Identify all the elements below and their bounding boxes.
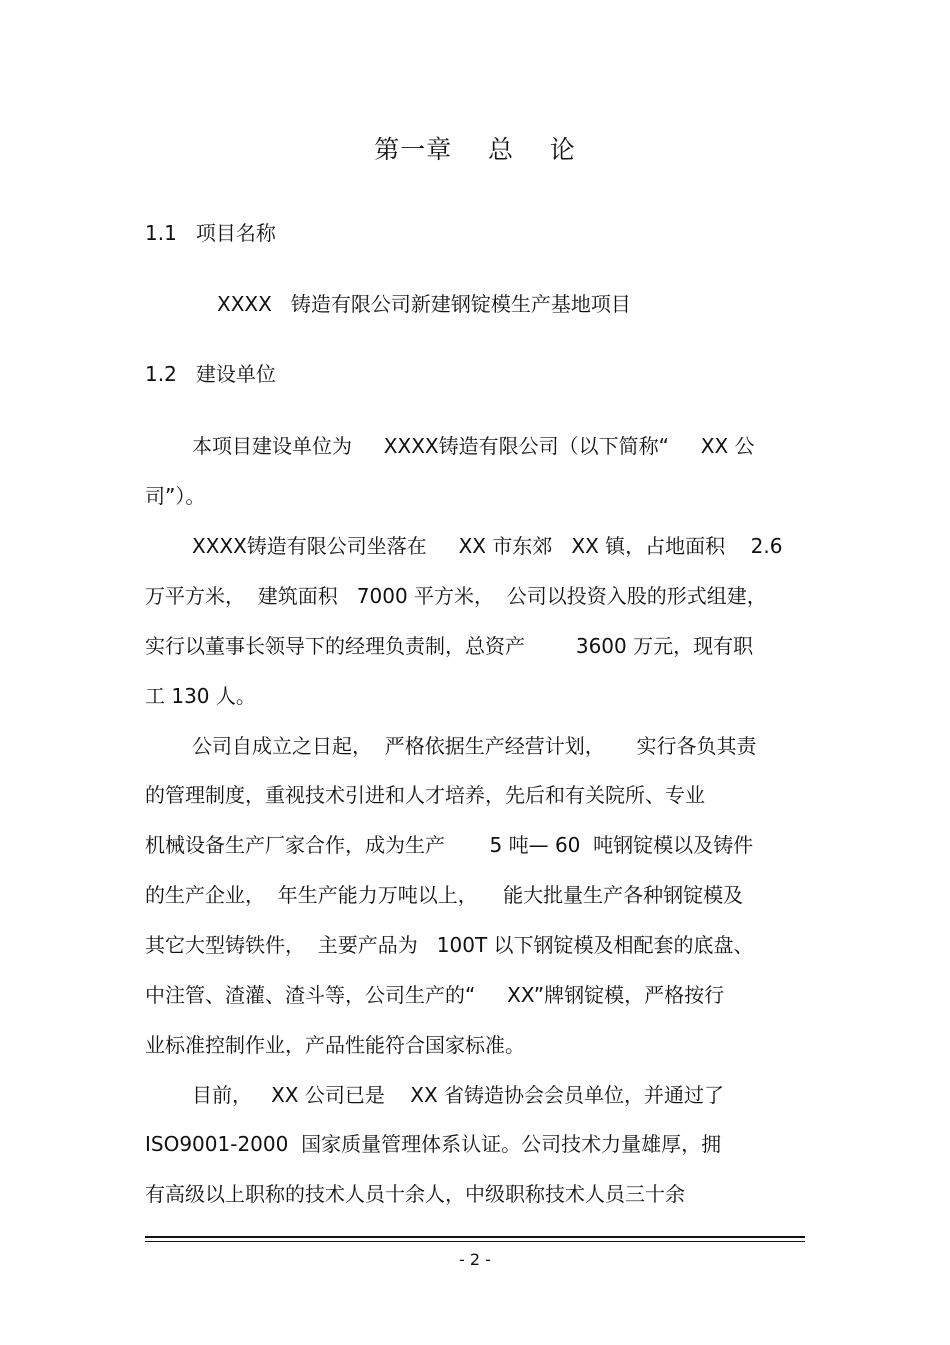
paragraph-line: 万平方米， 建筑面积 7000 平方米， 公司以投资入股的形式组建， bbox=[145, 584, 767, 608]
project-name: XXXX 铸造有限公司新建钢锭模生产基地项目 bbox=[217, 292, 631, 316]
footer-rule-thick bbox=[145, 1236, 805, 1238]
paragraph-line: 机械设备生产厂家合作，成为生产 5 吨— 60 吨钢锭模以及铸件 bbox=[145, 833, 754, 857]
paragraph-line: ISO9001-2000 国家质量管理体系认证。公司技术力量雄厚，拥 bbox=[145, 1132, 722, 1156]
footer-rule-thin bbox=[145, 1241, 805, 1242]
paragraph-line: 工 130 人。 bbox=[145, 684, 256, 708]
page-number: - 2 - bbox=[459, 1250, 491, 1269]
paragraph-line: 的生产企业， 年生产能力万吨以上， 能大批量生产各种钢锭模及 bbox=[145, 883, 744, 907]
section-heading-1-1: 1.1 项目名称 bbox=[145, 221, 276, 245]
paragraph-line: 的管理制度，重视技术引进和人才培养，先后和有关院所、专业 bbox=[145, 783, 705, 807]
paragraph-line: 业标准控制作业，产品性能符合国家标准。 bbox=[145, 1033, 525, 1057]
paragraph-line: 中注管、渣灌、渣斗等，公司生产的“ XX”牌钢锭模，严格按行 bbox=[145, 983, 725, 1007]
chapter-title bbox=[0, 130, 950, 166]
paragraph-line: 司”）。 bbox=[145, 484, 206, 508]
paragraph-line: 其它大型铸铁件， 主要产品为 100T 以下钢锭模及相配套的底盘、 bbox=[145, 933, 754, 957]
chapter-title-text: 第一章 总 论 bbox=[374, 135, 576, 164]
paragraph-line: XXXX铸造有限公司坐落在 XX 市东郊 XX 镇，占地面积 2.6 bbox=[192, 534, 783, 558]
paragraph-line: 本项目建设单位为 XXXX铸造有限公司（以下简称“ XX 公 bbox=[192, 434, 755, 458]
section-heading-1-2: 1.2 建设单位 bbox=[145, 362, 276, 386]
paragraph-line: 公司自成立之日起， 严格依据生产经营计划， 实行各负其责 bbox=[192, 734, 757, 758]
paragraph-line: 实行以董事长领导下的经理负责制，总资产 3600 万元，现有职 bbox=[145, 634, 754, 658]
paragraph-line: 目前， XX 公司已是 XX 省铸造协会会员单位，并通过了 bbox=[192, 1083, 725, 1107]
paragraph-line: 有高级以上职称的技术人员十余人，中级职称技术人员三十余 bbox=[145, 1182, 685, 1206]
